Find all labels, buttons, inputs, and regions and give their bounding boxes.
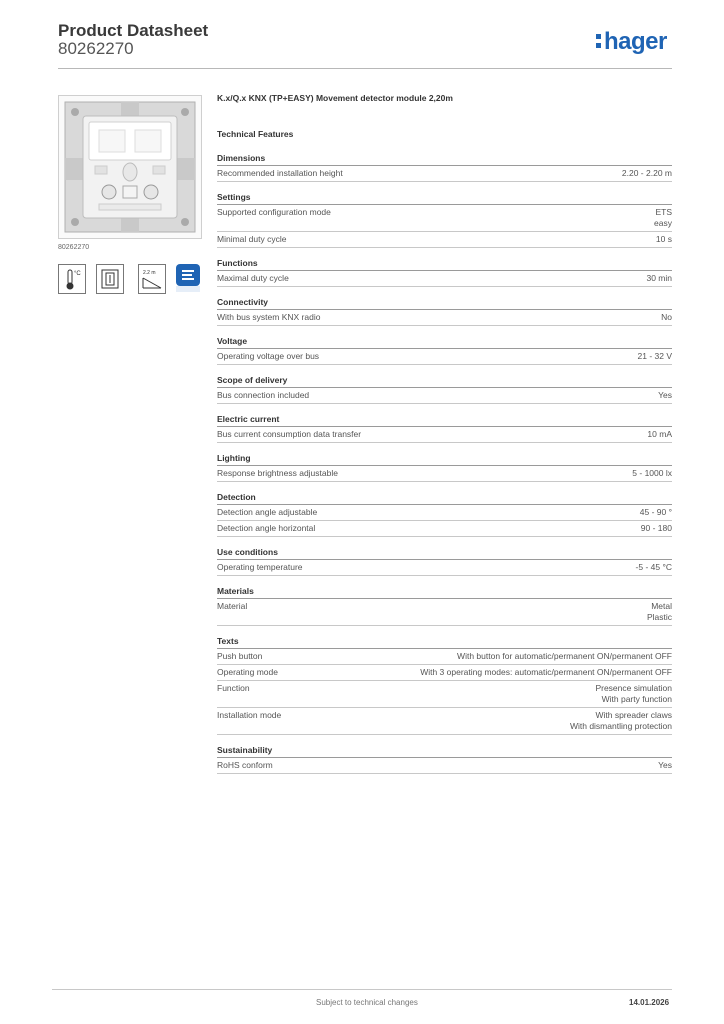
spec-value: [622, 168, 672, 179]
spec-row: [217, 708, 672, 735]
spec-value: [595, 683, 672, 705]
spec-row: [217, 427, 672, 443]
spec-section: [217, 414, 672, 443]
spec-value-line: 10 s: [655, 234, 672, 244]
spec-row: [217, 649, 672, 665]
spec-value: [636, 562, 672, 573]
spec-label: Recommended installation height: [217, 168, 343, 178]
spec-label: Minimal duty cycle: [217, 234, 287, 244]
spec-value-line: With dismantling protection: [569, 721, 672, 731]
spec-label: Material: [217, 601, 248, 611]
hager-logo: [596, 28, 667, 58]
spec-label: Bus connection included: [217, 390, 310, 400]
spec-label: Detection angle horizontal: [217, 523, 316, 533]
section-title: Dimensions: [217, 153, 672, 166]
spec-section: [217, 453, 672, 482]
section-title: Connectivity: [217, 297, 672, 310]
footer-date: 14.01.2026: [629, 998, 670, 1007]
section-title: Detection: [217, 492, 672, 505]
main-content: [217, 93, 672, 774]
spec-value: [658, 390, 672, 401]
spec-section: [217, 336, 672, 365]
spec-value-line: With button for automatic/permanent ON/permanent OFF: [457, 651, 672, 661]
spec-label: Function: [217, 683, 250, 693]
spec-row: [217, 466, 672, 482]
spec-value-line: 10 mA: [647, 429, 672, 439]
spec-value: [638, 351, 673, 362]
spec-label: Operating mode: [217, 667, 278, 677]
spec-value: [640, 507, 672, 518]
logo-text: hager: [604, 28, 667, 55]
spec-row: [217, 599, 672, 626]
installation-icon: [96, 264, 124, 294]
spec-value: [646, 273, 672, 284]
spec-section: [217, 258, 672, 287]
svg-text:2.2 m: 2.2 m: [143, 270, 156, 276]
spec-row: [217, 681, 672, 708]
spec-row: [217, 232, 672, 248]
spec-value-line: 90 - 180: [640, 523, 672, 533]
header-rule: [58, 68, 672, 69]
section-title: Lighting: [217, 453, 672, 466]
spec-row: [217, 560, 672, 576]
spec-value-line: -5 - 45 °C: [635, 562, 672, 572]
spec-section: [217, 192, 672, 248]
knx-easy-icon: [174, 264, 202, 294]
spec-value-line: easy: [654, 218, 672, 228]
spec-row: [217, 271, 672, 287]
section-title: Materials: [217, 586, 672, 599]
spec-value-line: Plastic: [646, 612, 672, 622]
spec-section: [217, 547, 672, 576]
spec-value: [661, 312, 672, 323]
footer-rule: [52, 989, 672, 990]
spec-section: [217, 636, 672, 735]
spec-sections: [217, 153, 672, 774]
spec-value: [632, 468, 672, 479]
section-title: Electric current: [217, 414, 672, 427]
spec-label: Detection angle adjustable: [217, 507, 318, 517]
technical-features-title: Technical Features: [217, 129, 294, 139]
section-title: Use conditions: [217, 547, 672, 560]
spec-value-line: Yes: [658, 390, 672, 400]
spec-row: [217, 758, 672, 774]
spec-value-line: Metal: [651, 601, 672, 611]
section-title: Sustainability: [217, 745, 672, 758]
spec-section: [217, 153, 672, 182]
spec-value-line: 21 - 32 V: [637, 351, 672, 361]
spec-value-line: 45 - 90 °: [639, 507, 672, 517]
spec-value: [654, 207, 672, 229]
feature-icons: [58, 264, 202, 294]
spec-label: Operating temperature: [217, 562, 303, 572]
temperature-icon: [58, 264, 86, 294]
spec-label: Maximal duty cycle: [217, 273, 289, 283]
spec-label: Operating voltage over bus: [217, 351, 320, 361]
spec-value-line: Presence simulation: [595, 683, 672, 693]
spec-value-line: 30 min: [646, 273, 672, 283]
spec-row: [217, 505, 672, 521]
spec-row: [217, 388, 672, 404]
spec-value-line: ETS: [655, 207, 672, 217]
section-title: Settings: [217, 192, 672, 205]
spec-value-line: Yes: [658, 760, 672, 770]
spec-value: [420, 667, 672, 678]
photo-caption: 80262270: [58, 244, 90, 251]
spec-value: [570, 710, 672, 732]
product-photo: [58, 95, 202, 239]
spec-label: Supported configuration mode: [217, 207, 331, 217]
spec-value-line: With party function: [601, 694, 672, 704]
logo-dots-icon: [596, 34, 602, 54]
spec-section: [217, 745, 672, 774]
section-title: Texts: [217, 636, 672, 649]
dimension-icon: [138, 264, 166, 294]
spec-label: Push button: [217, 651, 263, 661]
header-product-number: 80262270: [58, 39, 134, 58]
spec-value: [658, 760, 672, 771]
spec-value-line: No: [661, 312, 672, 322]
footer-note: Subject to technical changes: [316, 998, 418, 1007]
spec-row: [217, 205, 672, 232]
spec-value: [656, 234, 672, 245]
spec-label: Response brightness adjustable: [217, 468, 338, 478]
spec-value-line: 5 - 1000 lx: [632, 468, 672, 478]
spec-section: [217, 375, 672, 404]
spec-value-line: 2.20 - 2.20 m: [621, 168, 672, 178]
spec-value: [647, 429, 672, 440]
header-title: Product Datasheet: [58, 21, 209, 40]
spec-row: [217, 166, 672, 182]
svg-text:°C: °C: [74, 271, 81, 277]
spec-label: Installation mode: [217, 710, 282, 720]
spec-row: [217, 665, 672, 681]
spec-row: [217, 521, 672, 537]
section-title: Functions: [217, 258, 672, 271]
product-name: K.x/Q.x KNX (TP+EASY) Movement detector module 2,20m: [217, 93, 453, 103]
spec-value: [641, 523, 672, 534]
spec-value-line: With 3 operating modes: automatic/permanent ON/permanent OFF: [420, 667, 672, 677]
spec-value: [647, 601, 672, 623]
spec-value-line: With spreader claws: [595, 710, 672, 720]
spec-section: [217, 297, 672, 326]
section-title: Scope of delivery: [217, 375, 672, 388]
spec-label: With bus system KNX radio: [217, 312, 321, 322]
spec-section: [217, 586, 672, 626]
spec-label: RoHS conform: [217, 760, 273, 770]
spec-section: [217, 492, 672, 537]
spec-row: [217, 349, 672, 365]
spec-label: Bus current consumption data transfer: [217, 429, 362, 439]
section-title: Voltage: [217, 336, 672, 349]
spec-value: [457, 651, 672, 662]
spec-row: [217, 310, 672, 326]
